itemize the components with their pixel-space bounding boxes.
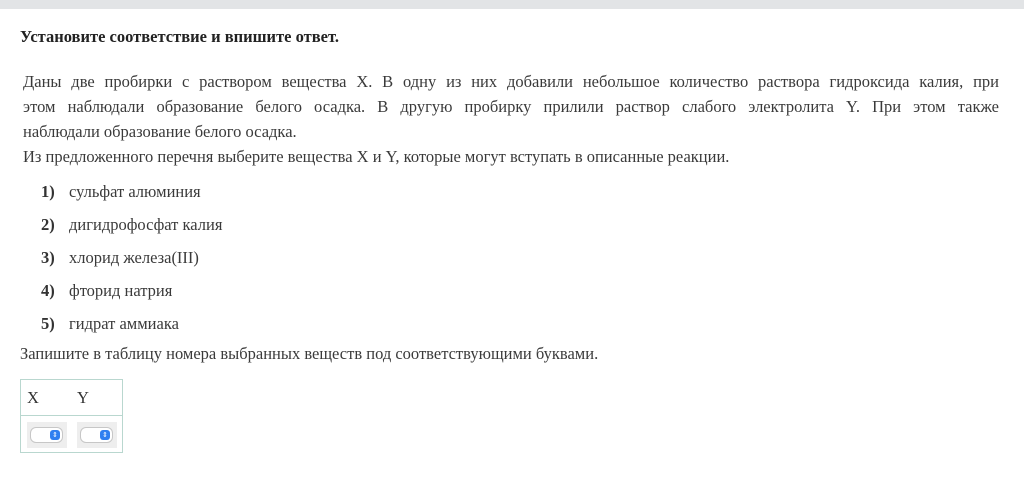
option-text: дигидрофосфат калия [69, 215, 223, 234]
option-number: 5) [41, 314, 55, 333]
option-number: 4) [41, 281, 55, 300]
paragraph-line: Даны две пробирки с раствором вещества X. В одну из них добавили небольшое количество раствора гидроксида калия, при [23, 72, 999, 91]
answer-cell-y [77, 422, 117, 448]
answer-cell-x [27, 422, 67, 448]
answer-select-x[interactable] [31, 428, 62, 442]
option-text: сульфат алюминия [69, 182, 201, 201]
option-item [41, 310, 222, 343]
task-heading: Установите соответствие и впишите ответ. [20, 27, 339, 46]
option-item [41, 211, 222, 244]
top-bar [0, 0, 1024, 9]
answer-select-y[interactable] [81, 428, 112, 442]
option-item [41, 178, 222, 211]
up-down-chevron-icon: ⇕ [50, 430, 60, 440]
options-list [41, 178, 222, 343]
answer-table [20, 379, 123, 453]
up-down-chevron-icon: ⇕ [100, 430, 110, 440]
option-number: 2) [41, 215, 55, 234]
paragraph-line: Из предложенного перечня выберите вещества X и Y, которые могут вступать в описанные реакции. [23, 147, 730, 166]
option-number: 1) [41, 182, 55, 201]
header-x: X [27, 388, 39, 407]
option-item [41, 277, 222, 310]
paragraph-line: этом наблюдали образование белого осадка. В другую пробирку прилили раствор слабого электролита Y. При этом также [23, 97, 999, 116]
option-text: гидрат аммиака [69, 314, 179, 333]
answer-table-header [21, 380, 122, 416]
option-item [41, 244, 222, 277]
task-paragraph [23, 69, 999, 169]
answer-row [21, 416, 122, 453]
paragraph-line: наблюдали образование белого осадка. [23, 122, 297, 141]
instruction-text: Запишите в таблицу номера выбранных веществ под соответствующими буквами. [20, 344, 599, 363]
option-text: фторид натрия [69, 281, 173, 300]
option-text: хлорид железа(III) [69, 248, 199, 267]
header-y: Y [77, 388, 89, 407]
option-number: 3) [41, 248, 55, 267]
